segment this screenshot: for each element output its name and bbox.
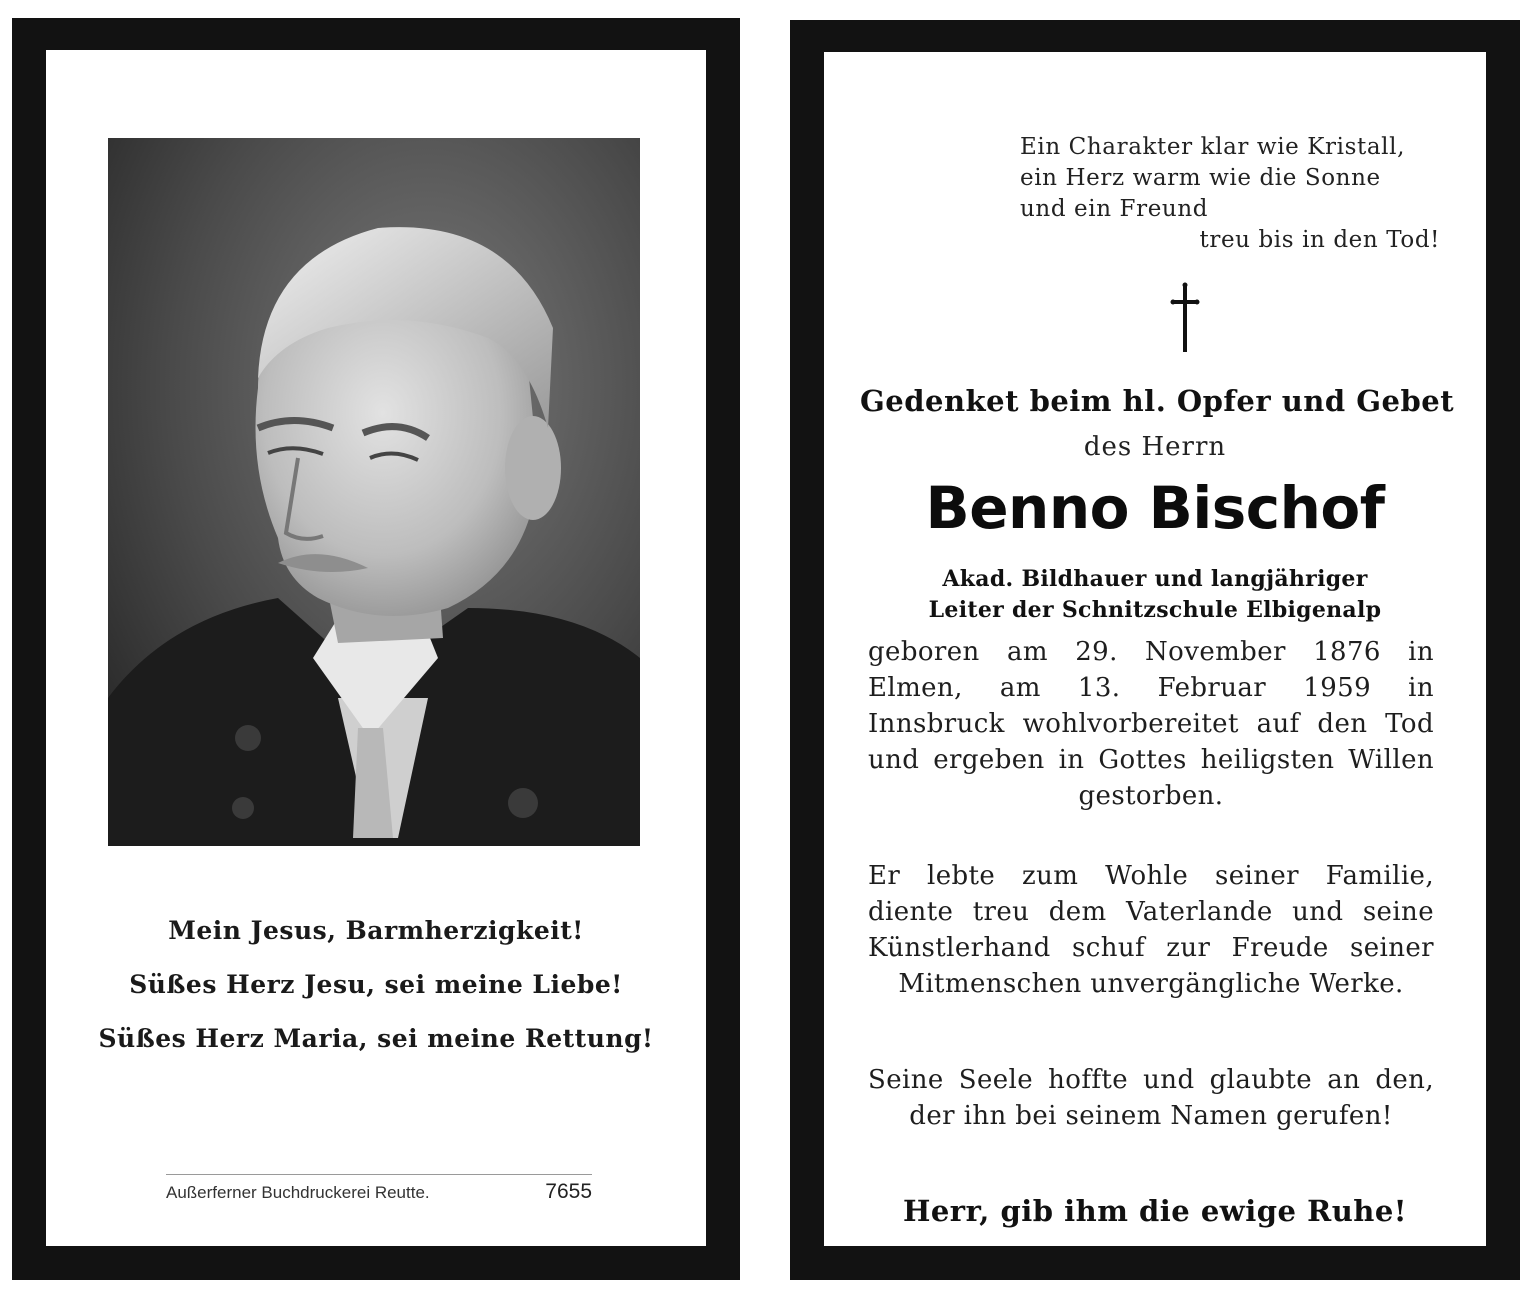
portrait-illustration (108, 138, 640, 846)
motto-line-4: treu bis in den Tod! (1199, 227, 1440, 253)
title-line-2: Leiter der Schnitzschule Elbigenalp (928, 597, 1382, 623)
cross-icon (1170, 282, 1200, 354)
deceased-name: Benno Bischof (925, 474, 1385, 542)
motto-line-3: und ein Freund (1020, 196, 1209, 222)
right-card-paper (824, 52, 1486, 1246)
left-card-paper (46, 50, 706, 1246)
title-line-1: Akad. Bildhauer und langjähriger (942, 566, 1368, 592)
motto-line-2: ein Herz warm wie die Sonne (1020, 165, 1381, 191)
prayer-line-3: Süßes Herz Maria, sei meine Rettung! (98, 1024, 654, 1053)
tribute-paragraph: Er lebte zum Wohle seiner Familie, diente treu dem Vaterlande und seine Künstlerhand schuf zur Freude seiner Mitmenschen unvergängliche Werke. (868, 861, 1434, 999)
faith-paragraph: Seine Seele hoffte und glaubte an den, der ihn bei seinem Namen gerufen! (868, 1065, 1434, 1131)
portrait-photo (108, 138, 640, 846)
printer-name: Außerferner Buchdruckerei Reutte. (166, 1183, 430, 1202)
printer-imprint (166, 1180, 592, 1204)
closing-prayer: Herr, gib ihm die ewige Ruhe! (902, 1194, 1408, 1228)
left-card (12, 18, 740, 1280)
right-card (790, 20, 1520, 1280)
prayer-line-2: Süßes Herz Jesu, sei meine Liebe! (129, 970, 623, 999)
prayer-line-1: Mein Jesus, Barmherzigkeit! (168, 916, 584, 945)
biography-paragraph: geboren am 29. November 1876 in Elmen, am 13. Februar 1959 in Innsbruck wohlvorbereitet auf den Tod und ergeben in Gottes heiligsten Willen gestorben. (868, 637, 1434, 811)
print-number: 7655 (545, 1180, 592, 1203)
printer-divider (166, 1174, 592, 1175)
des-herrn: des Herrn (1083, 432, 1227, 462)
motto-verse (1020, 132, 1440, 256)
motto-line-1: Ein Charakter klar wie Kristall, (1020, 134, 1405, 160)
memorial-heading: Gedenket beim hl. Opfer und Gebet (860, 384, 1455, 418)
